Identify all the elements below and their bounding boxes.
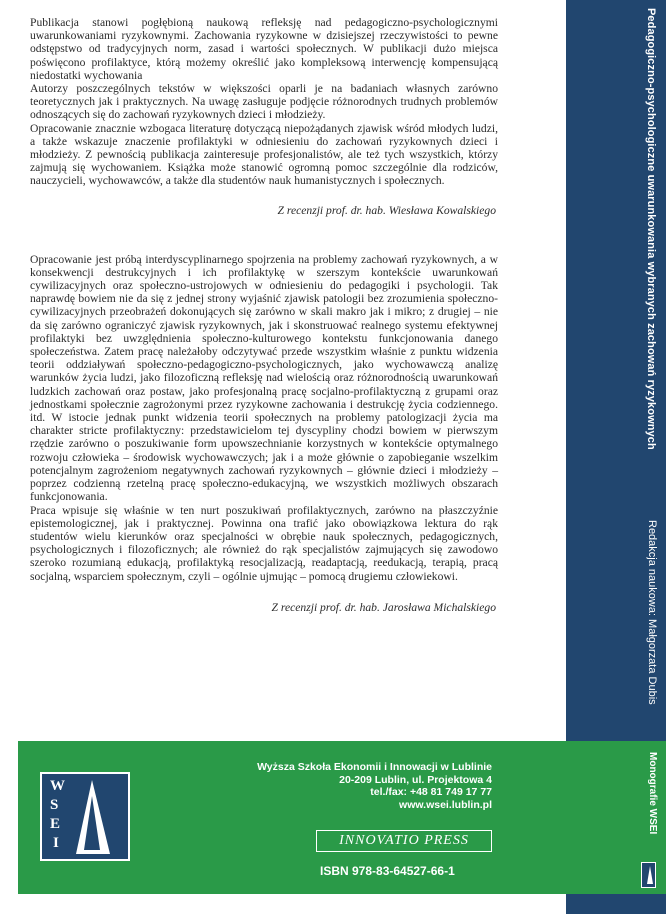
logo-letter-i: I [53,835,59,851]
review2-paragraph-1: Opracowanie jest próbą interdyscyplinarnego spojrzenia na problemy zachowań ryzykownych, a w konsekwencji destrukcyjnych i ich profilaktykę w szerszym kontekście uwarunkowań cywilizacyjnych oraz społeczno-ustrojowych w odniesieniu do pedagogiki i psychologii. Tak naprawdę bowiem nie da się z jednej strony wyjaśnić zjawisk patologii bez zrozumienia społeczno-cywilizacyjnych przeobrażeń dokonujących się zarówno w skali makro jak i mikro; z drugiej – nie da się zarówno ograniczyć zjawisk ryzykownych, jak i skonstruować realnego systemu efektywnej profilaktyki bez uwzględnienia społeczno-kulturowego kontekstu funkcjonowania danego społeczeństwa. Zatem pracę należałoby odczytywać przede wszystkim właśnie z punktu widzenia teorii oddziaływań społeczno-pedagogiczno-psychologicznych, jako wychowawczą analizę warunków życia ludzi, jako filozoficzną refleksję nad wielością oraz różnorodnością uwarunkowań ludzkich zachowań oraz postaw, jako profesjonalną pracę socjalno-profilaktyczną z grupami oraz jednostkami społecznie zagrożonymi przez ryzykowne zachowania i destrukcję życia codziennego. itd. W istocie jednak punkt widzenia teorii społecznych na problemy patologizacji życia ma charakter stricte profilaktyczny: przedstawicielom tej dyscypliny chodzi bowiem w pierwszym rzędzie zarówno o poszukiwanie form upowszechnianie korzystnych w kontekście optymalnego rozwoju człowieka – środowisk wychowawczych; jak i a może głównie o zapobieganie wszelkim potencjalnym zagrożeniom negatywnych zachowań ryzykownych – głównie dzieci i młodzieży – poprzez codzienną rzetelną pracę społeczno-edukacyjną, we wszystkich możliwych obszarach funkcjonowania. [30,252,498,504]
logo-letter-s: S [50,797,59,813]
publisher-street: 20-209 Lublin, ul. Projektowa 4 [339,773,492,786]
spine-logo-arrow-icon [642,863,655,887]
publisher-phone: tel./fax: +48 81 749 17 77 [370,786,492,799]
spine-logo-icon [641,862,656,888]
spine-series: Monografie WSEI [647,752,658,835]
publisher-name: Wyższa Szkoła Ekonomii i Innowacji w Lublinie [257,761,492,773]
review1-paragraph-1: Publikacja stanowi pogłębioną naukową refleksję nad pedagogiczno-psychologicznymi uwarunkowaniami ryzykownymi. Zachowania ryzykowne w dzisiejszej rzeczywistości to pewne odstępstwo od tradycyjnych norm, zasad i wartości społecznych. W publikacji dużo miejsca poświęcono profilaktyce, którą możemy określić jako kompleksową interwencję kompensującą niedostatki wychowania [30,16,498,82]
logo-letter-e: E [50,816,61,832]
review1-paragraph-2: Autorzy poszczególnych tekstów w większości oparli je na badaniach własnych zarówno teoretycznych jak i praktycznych. Na uwagę zasługuje podjęcie różnorodnych trudnych problemów odnoszących się do zachowań ryzykownych dzieci i młodzieży. [30,82,498,122]
publisher-website: www.wsei.lublin.pl [399,798,492,811]
section-gap [30,218,498,253]
review1-signature: Z recenzji prof. dr. hab. Wiesława Kowalskiego [277,203,496,217]
publisher-address-block [257,761,492,811]
back-cover-text [30,16,498,615]
spine-title: Pedagogiczno-psychologiczne uwarunkowania wybranych zachowań ryzykownych [645,8,657,450]
review2-paragraph-2: Praca wpisuje się właśnie w ten nurt poszukiwań profilaktycznych, zarówno na płaszczyźnie epistemologicznej, jak i praktycznej. Powinna ona trafić jako obowiązkowa lektura do rąk studentów wielu kierunków oraz specjalności w obrębie nauk społecznych, pedagogicznych, psychologicznych i filozoficznych; ale również do rąk specjalistów zajmujących się zawodowo szeroko rozumianą edukacją, profilaktyką resocjalizacją, readaptacją, reedukacją, terapią, pracą socjalną, wsparciem społecznym, czyli – ogólnie ujmując – pomocą drugiemu człowiekowi. [30,503,498,583]
logo-letter-w: W [50,778,65,794]
isbn: ISBN 978-83-64527-66-1 [320,864,455,878]
wsei-logo [40,772,130,861]
review2-signature: Z recenzji prof. dr. hab. Jarosława Michalskiego [271,600,496,614]
innovatio-press-logo: INNOVATIO PRESS [316,830,492,852]
spine-editor: Redakcja naukowa: Małgorzata Dubis [646,520,658,705]
review1-paragraph-3: Opracowanie znacznie wzbogaca literaturę dotyczącą niepożądanych zjawisk wśród młodych ludzi, a także wskazuje znaczenie profilaktyki w odniesieniu do zachowań ryzykownych dzieci i młodzieży. Z pewnością publikacja zainteresuje profesjonalistów, ale też tych wszystkich, którzy zajmują się wychowaniem. Książka może stanowić ogromną pomoc szczególnie dla rodziców, nauczycieli, wychowawców, a także dla studentów nauk humanistycznych i społecznych. [30,121,498,188]
